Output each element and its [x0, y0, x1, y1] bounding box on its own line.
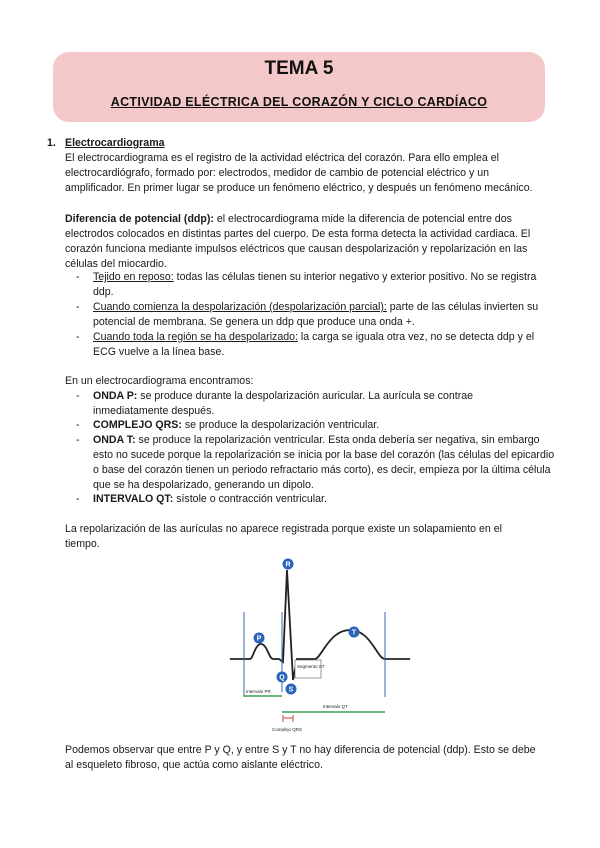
wave-term: COMPLEJO QRS:	[93, 419, 182, 431]
list-item	[93, 492, 553, 507]
state-text: parte de las células invierten su potencial de membrana. Se genera un ddp que produce una onda +.	[93, 301, 539, 328]
wave-term: ONDA P:	[93, 390, 138, 402]
bullet-dash: -	[76, 434, 80, 446]
state-text: la carga se iguala otra vez, no se detecta ddp y el ECG vuelve a la línea base.	[93, 331, 535, 358]
r-wave-label: R	[285, 561, 291, 569]
closing-paragraph: Podemos observar que entre P y Q, y entre S y T no hay diferencia de potencial (ddp). Esto se debe al esqueleto fibroso, que actúa como aislante eléctrico.	[65, 744, 536, 771]
q-wave-label: Q	[279, 674, 285, 682]
list-item	[93, 418, 553, 433]
state-term: Cuando toda la región se ha despolarizado:	[93, 331, 298, 343]
bullet-dash: -	[76, 331, 80, 343]
bullet-dash: -	[76, 419, 80, 431]
state-text: todas las células tienen su interior negativo y exterior positivo. No se registra ddp.	[93, 271, 537, 298]
page-subtitle: ACTIVIDAD ELÉCTRICA DEL CORAZÓN Y CICLO CARDÍACO	[110, 95, 488, 109]
repolarization-note: La repolarización de las aurículas no aparece registrada porque existe un solapamiento en el tiempo.	[65, 523, 502, 550]
qt-interval-label: Intervalo QT	[323, 704, 348, 709]
ecg-diagram	[225, 552, 415, 742]
ddp-term: Diferencia de potencial (ddp):	[65, 213, 214, 225]
state-term: Cuando comienza la despolarización (despolarización parcial):	[93, 301, 387, 313]
wave-text: sístole o contracción ventricular.	[173, 493, 327, 505]
list-item	[93, 389, 503, 419]
state-term: Tejido en reposo:	[93, 271, 174, 283]
st-segment-label: Segmento ST	[297, 664, 325, 669]
wave-text: se produce durante la despolarización auricular. La aurícula se contrae inmediatamente después.	[93, 390, 474, 417]
p-wave-label: P	[256, 635, 262, 643]
bullet-dash: -	[76, 301, 80, 313]
bullet-dash: -	[76, 271, 80, 283]
wave-term: ONDA T:	[93, 434, 136, 446]
ddp-paragraph	[65, 212, 550, 272]
bullet-dash: -	[76, 390, 80, 402]
wave-text: se produce la repolarización ventricular. Esta onda debería ser negativa, sin embargo esto no sucede porque la repolarización se inicia por la base del corazón (las células del epicardio o base del corazón tienen un periodo refractario más corto), es decir, empieza por la última célula que se ha despolarizado, generando un dipolo.	[93, 434, 555, 491]
wave-term: INTERVALO QT:	[93, 493, 174, 505]
qrs-complex-label: Complejo QRS	[272, 727, 303, 732]
section-number: 1.	[47, 137, 56, 149]
list-item	[93, 270, 553, 300]
bullet-dash: -	[76, 493, 80, 505]
section-heading: Electrocardiograma	[65, 137, 165, 149]
s-wave-label: S	[288, 686, 294, 694]
list-item	[93, 433, 557, 493]
intro-paragraph: El electrocardiograma es el registro de la actividad eléctrica del corazón. Para ello emplea el electrocardiógrafo, formado por: electrodos, medidor de cambio de potencial eléctrico y un amplificador. En primer lugar se produce un fenómeno eléctrico, y después un fenómeno mecánico.	[65, 152, 533, 194]
ddp-text: el electrocardiograma mide la diferencia de potencial entre dos electrodos colocados en distintas partes del cuerpo. De esta forma detecta la actividad cardiaca. El corazón funciona mediante impulsos eléctricos que causan despolarización y repolarización en las células del miocardio.	[65, 213, 531, 270]
ecg-intro: En un electrocardiograma encontramos:	[65, 375, 254, 387]
list-item	[93, 330, 555, 360]
wave-text: se produce la despolarización ventricular.	[181, 419, 380, 431]
title-banner	[53, 52, 545, 122]
t-wave-label: T	[351, 629, 357, 637]
page-title: TEMA 5	[264, 58, 334, 79]
pr-interval-label: Intervalo PR	[246, 689, 271, 694]
st-segment-box	[295, 660, 321, 678]
list-item	[93, 300, 548, 330]
